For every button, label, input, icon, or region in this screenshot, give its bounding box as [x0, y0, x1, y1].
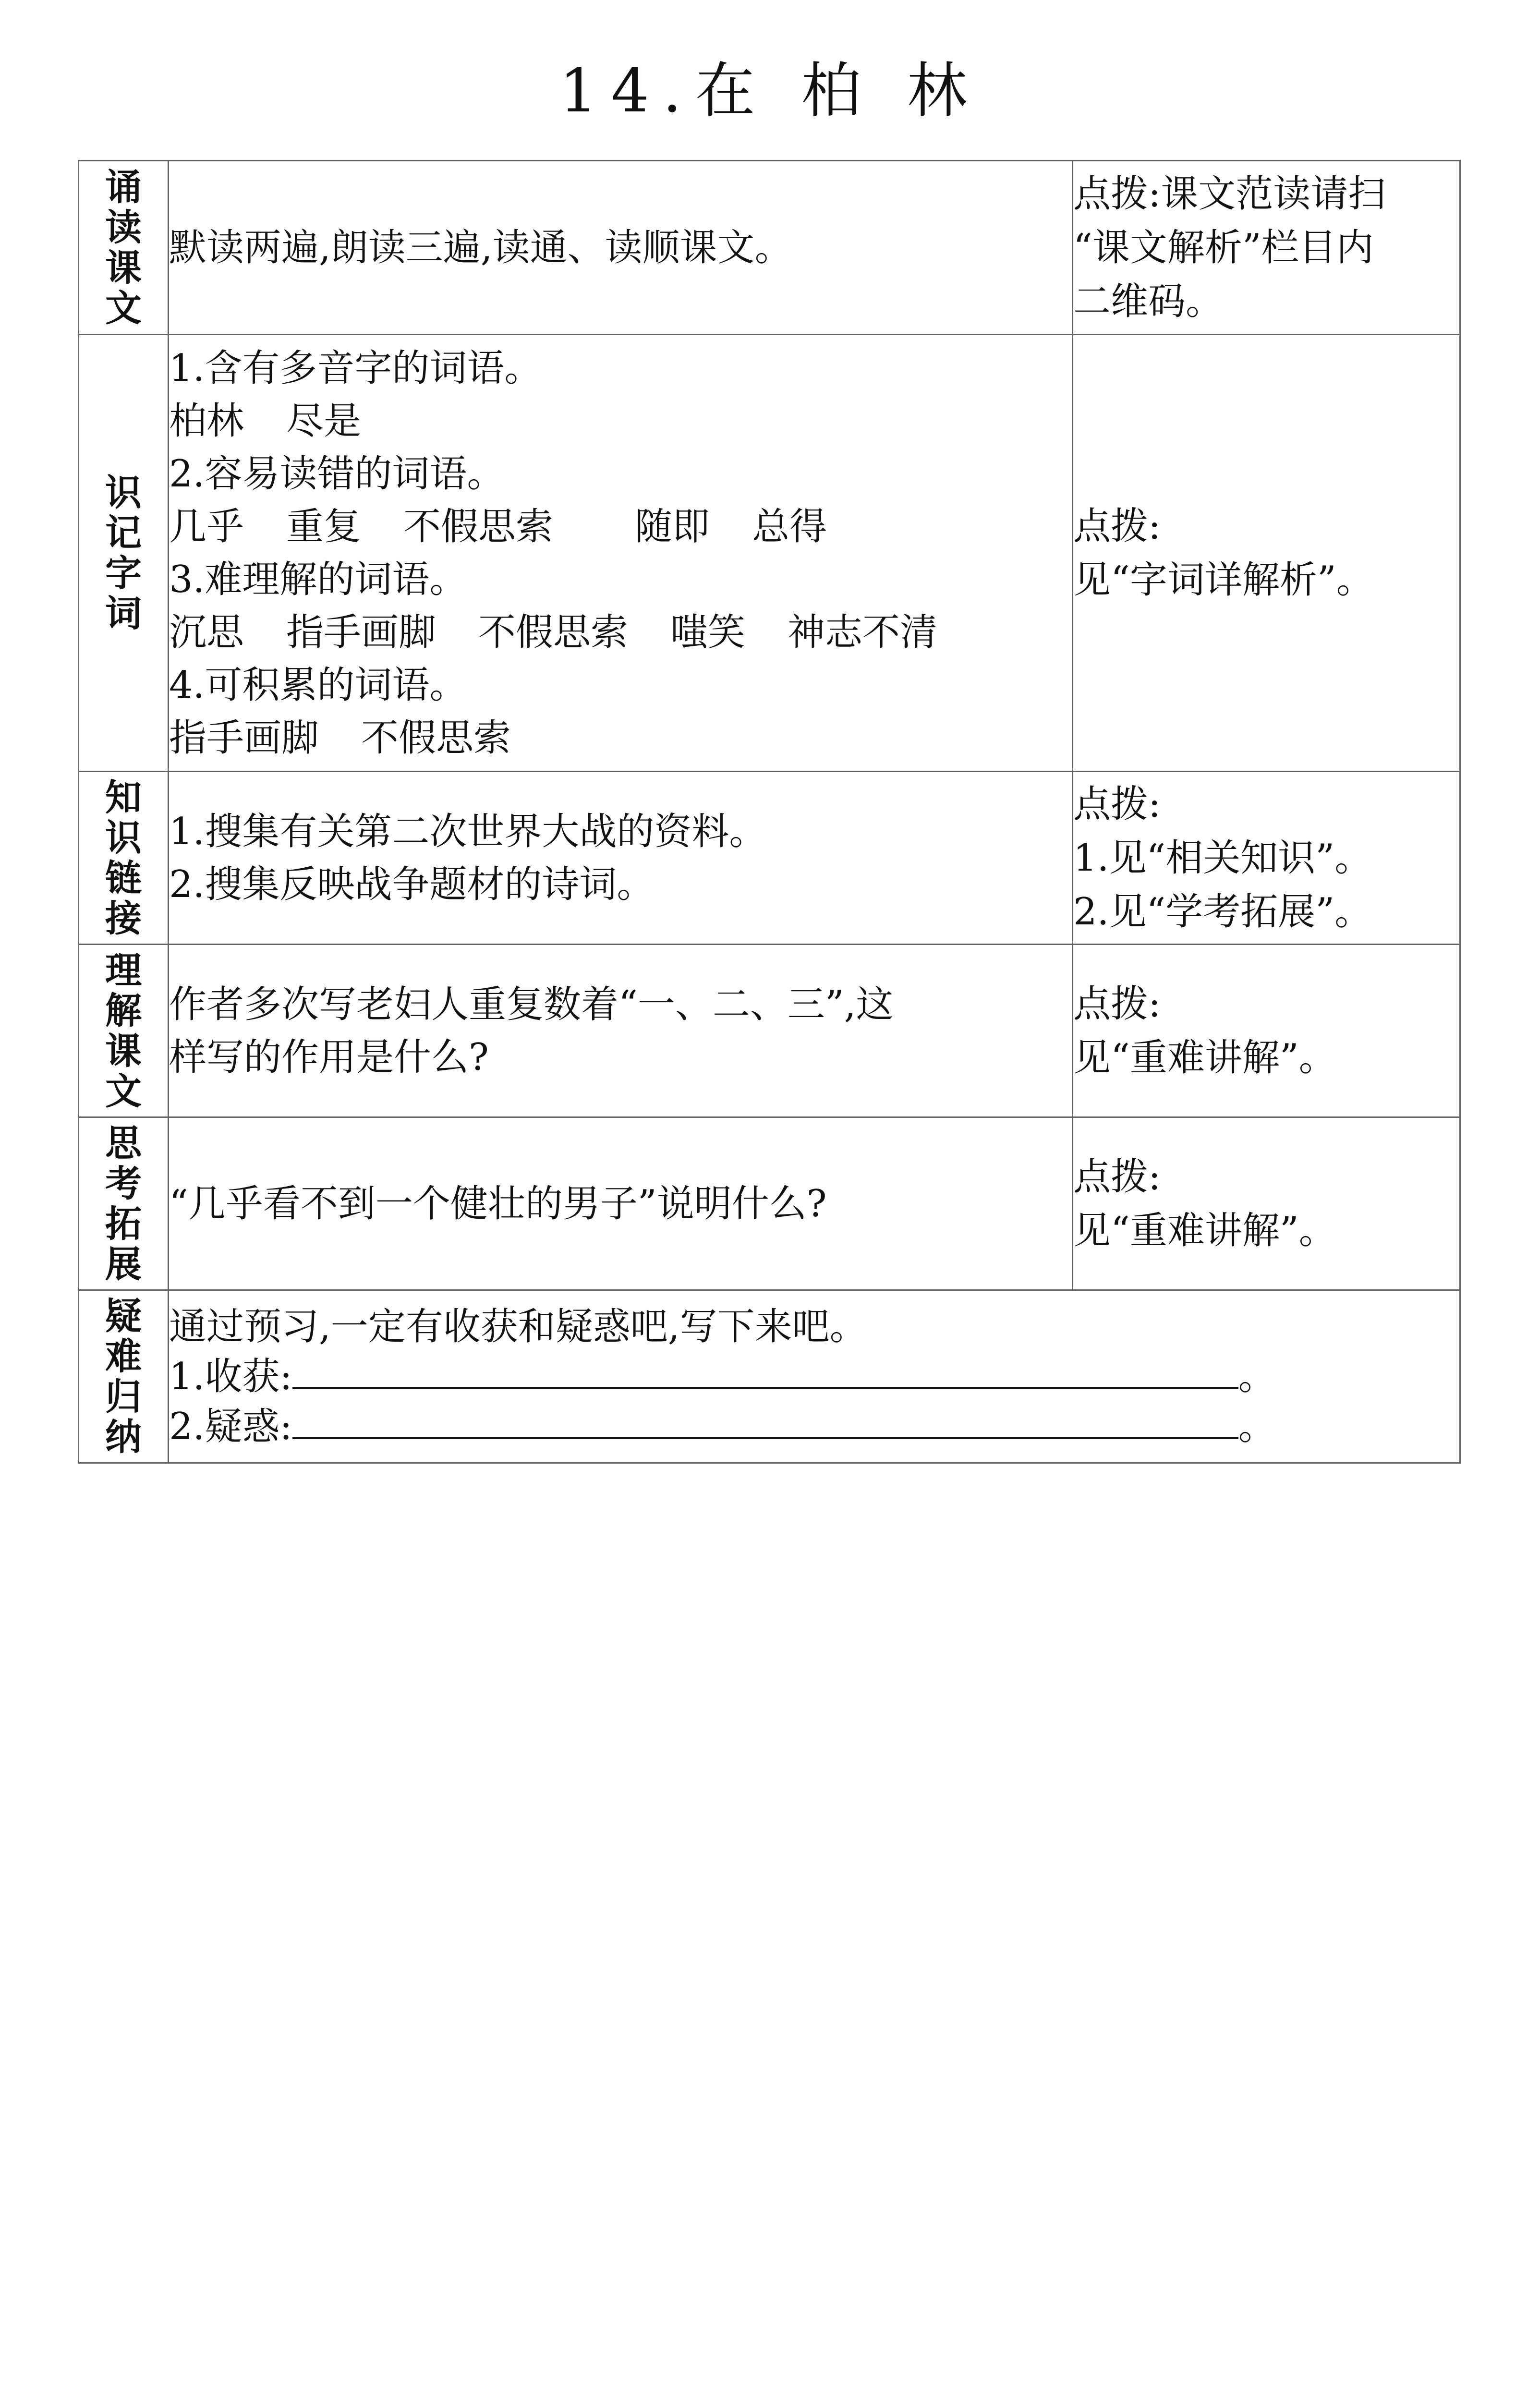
- tip-text: 点拨:: [1073, 982, 1161, 1026]
- vocab-word: 总得: [752, 505, 827, 548]
- table-row: [79, 1117, 1460, 1290]
- vocab-word: 嗤笑: [670, 610, 746, 654]
- page-title: 14.在 柏 林: [559, 56, 981, 126]
- answer-blank[interactable]: [292, 1403, 1238, 1439]
- field-label: 2.疑惑:: [169, 1405, 292, 1448]
- task-text: 2.搜集反映战争题材的诗词。: [169, 862, 655, 906]
- vocab-word: 重复: [286, 505, 362, 548]
- tip-text: 点拨:: [1073, 504, 1161, 548]
- category-label: 知识链接: [105, 776, 142, 940]
- task-text: 样写的作用是什么?: [169, 1035, 489, 1079]
- group-heading: 2.容易读错的词语。: [169, 452, 505, 496]
- vocab-word: 指手画脚: [169, 716, 319, 760]
- task-text: 1.搜集有关第二次世界大战的资料。: [169, 810, 767, 853]
- vocab-word: 不假思索: [478, 610, 629, 654]
- task-text: 作者多次写老妇人重复数着“一、二、三”,这: [169, 982, 894, 1026]
- task-text: “几乎看不到一个健壮的男子”说明什么?: [169, 1182, 827, 1225]
- group-heading: 1.含有多音字的词语。: [169, 346, 542, 390]
- vocab-word: 随即: [635, 505, 710, 548]
- table-row: [79, 772, 1460, 945]
- table-row: [79, 945, 1460, 1117]
- category-label: 识记字词: [105, 471, 142, 635]
- preview-table: [78, 160, 1461, 1464]
- tip-text: 见“重难讲解”。: [1073, 1209, 1336, 1252]
- tip-text: 点拨:: [1073, 782, 1161, 826]
- doubt-field[interactable]: [169, 1402, 1459, 1452]
- gain-field[interactable]: [169, 1352, 1459, 1402]
- tip-text: “课文解析”栏目内: [1073, 226, 1374, 269]
- vocab-word: 尽是: [286, 399, 362, 443]
- reflection-intro: 通过预习,一定有收获和疑惑吧,写下来吧。: [169, 1305, 867, 1348]
- word-list: [169, 395, 1072, 448]
- group-heading: 4.可积累的词语。: [169, 663, 467, 707]
- answer-blank[interactable]: [292, 1353, 1238, 1389]
- word-list: [169, 712, 1072, 764]
- group-heading: 3.难理解的词语。: [169, 558, 467, 601]
- table-row: [79, 1290, 1460, 1463]
- tip-text: 见“字词详解析”。: [1073, 558, 1374, 602]
- vocab-word: 不假思索: [361, 716, 511, 760]
- vocab-word: 不假思索: [403, 505, 554, 548]
- table-row: [79, 161, 1460, 335]
- vocab-word: 沉思: [169, 610, 244, 654]
- table-row: [79, 335, 1460, 772]
- vocab-word: 指手画脚: [286, 610, 437, 654]
- tip-text: 二维码。: [1073, 279, 1224, 323]
- word-list: [169, 500, 1072, 553]
- vocab-word: 柏林: [169, 399, 244, 443]
- category-label: 思考拓展: [105, 1121, 142, 1285]
- field-end: 。: [1238, 1355, 1276, 1398]
- task-text: 默读两遍,朗读三遍,读通、读顺课文。: [169, 226, 792, 269]
- vocab-word: 神志不清: [788, 610, 938, 654]
- tip-text: 点拨:: [1073, 1155, 1161, 1199]
- vocab-word: 几乎: [169, 505, 244, 548]
- field-label: 1.收获:: [169, 1355, 292, 1398]
- category-label: 疑难归纳: [105, 1294, 142, 1458]
- tip-text: 1.见“相关知识”。: [1073, 836, 1372, 880]
- tip-text: 2.见“学考拓展”。: [1073, 890, 1372, 934]
- field-end: 。: [1238, 1405, 1276, 1448]
- tip-text: 点拨:课文范读请扫: [1073, 172, 1386, 216]
- category-label: 诵读课文: [105, 165, 142, 329]
- category-label: 理解课文: [105, 948, 142, 1113]
- word-list: [169, 606, 1072, 659]
- tip-text: 见“重难讲解”。: [1073, 1036, 1336, 1079]
